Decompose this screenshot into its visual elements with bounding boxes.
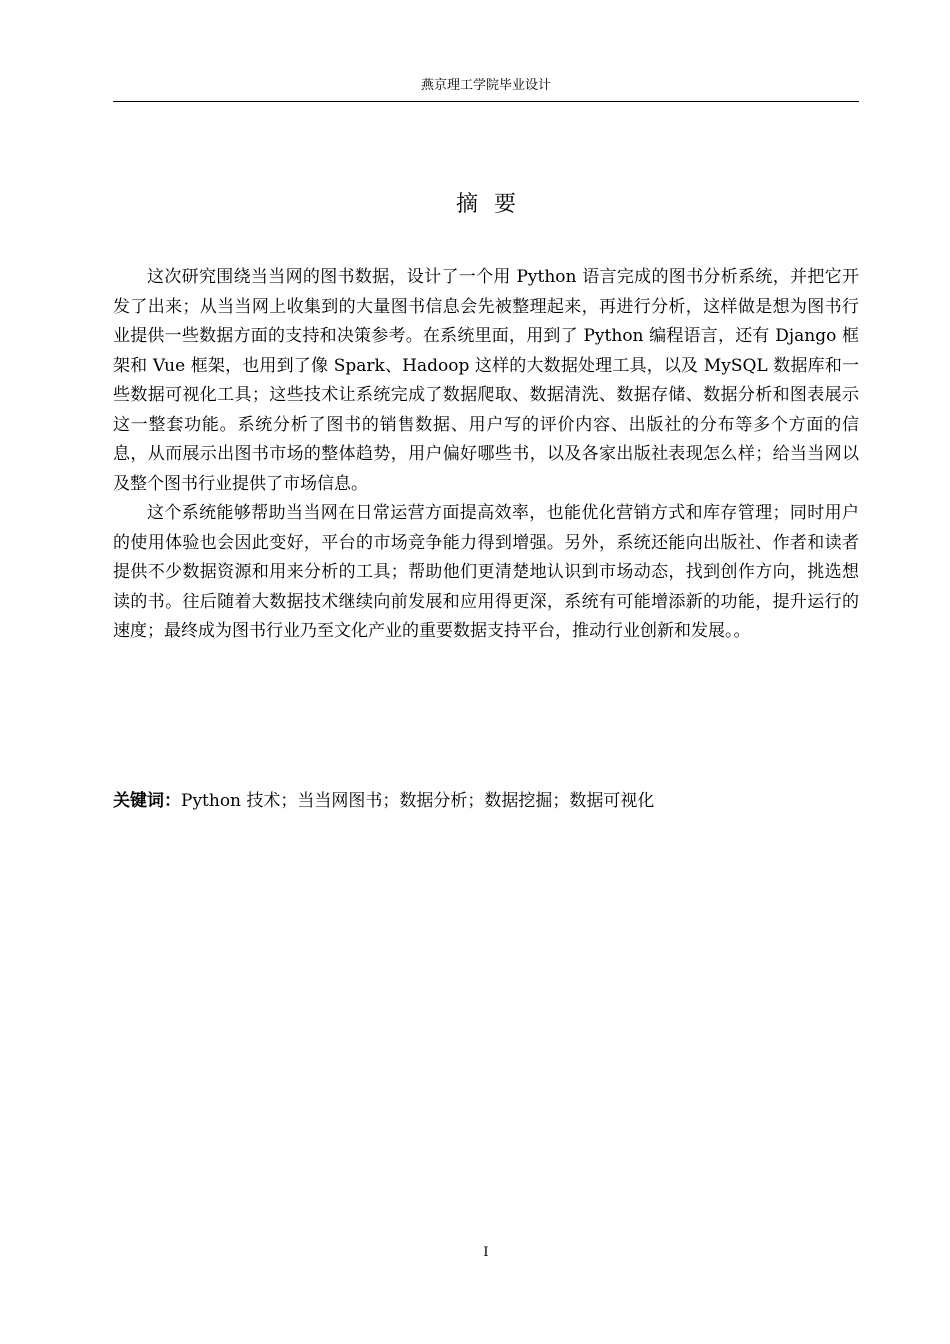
page-number: I (483, 1245, 489, 1260)
abstract-paragraph-2: 这个系统能够帮助当当网在日常运营方面提高效率，也能优化营销方式和库存管理；同时用户的使用体验也会因此变好，平台的市场竞争能力得到增强。另外，系统还能向出版社、作者和读者提供不少数据资源和用来分析的工具；帮助他们更清楚地认识到市场动态，找到创作方向，挑选想读的书。往后随着大数据技术继续向前发展和应用得更深，系统有可能增添新的功能，提升运行的速度；最终成为图书行业乃至文化产业的重要数据支持平台，推动行业创新和发展。。 (113, 503, 859, 641)
abstract-paragraph-1: 这次研究围绕当当网的图书数据，设计了一个用 Python 语言完成的图书分析系统，并把它开发了出来；从当当网上收集到的大量图书信息会先被整理起来，再进行分析，这样做是想为图书行业提供一些数据方面的支持和决策参考。在系统里面，用到了 Python 编程语言，还有 Django 框架和 Vue 框架，也用到了像 Spark、Hadoop 这样的大数据处理工具，以及 MySQL 数据库和一些数据可视化工具；这些技术让系统完成了数据爬取、数据清洗、数据存储、数据分析和图表展示这一整套功能。系统分析了图书的销售数据、用户写的评价内容、出版社的分布等多个方面的信息，从而展示出图书市场的整体趋势，用户偏好哪些书，以及各家出版社表现怎么样；给当当网以及整个图书行业提供了市场信息。 (113, 267, 859, 494)
header-text: 燕京理工学院毕业设计 (420, 78, 551, 93)
abstract-body (113, 263, 859, 647)
keywords-text: Python 技术；当当网图书；数据分析；数据挖掘；数据可视化 (181, 791, 655, 811)
page-header (113, 76, 859, 102)
keywords-label: 关键词： (113, 791, 181, 811)
abstract-title: 摘要 (455, 192, 532, 217)
keywords-line (113, 787, 859, 816)
